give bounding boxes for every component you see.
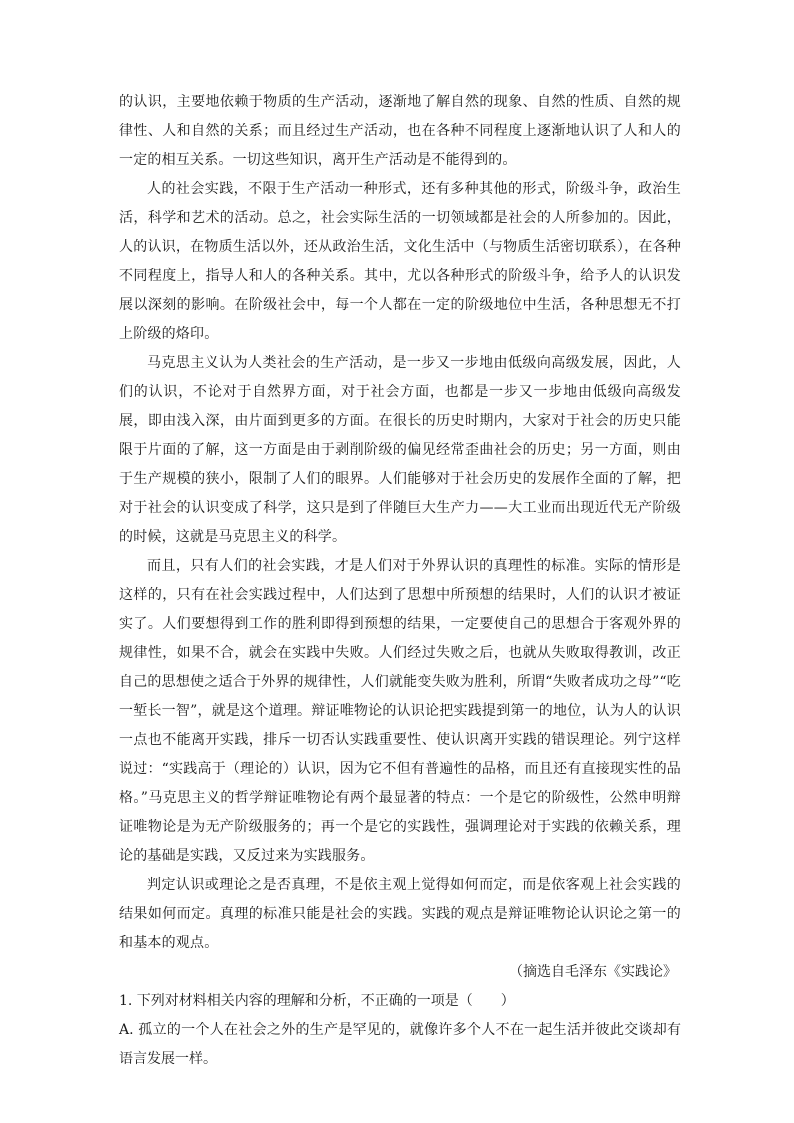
paragraph-4: 而且，只有人们的社会实践，才是人们对于外界认识的真理性的标准。实际的情形是这样的，只有在社会实践过程中，人们达到了思想中所预想的结果时，人们的认识才被证实了。人们要想得到工作的胜利即得到预想的结果，一定要使自己的思想合于客观外界的规律性，如果不合，就会在实践中失败。人们经过失败之后，也就从失败取得教训，改正自己的思想使之适合于外界的规律性，人们就能变失败为胜利，所谓“失败者成功之母”“吃一堑长一智”，就是这个道理。辩证唯物论的认识论把实践提到第一的地位，认为人的认识一点也不能离开实践，排斥一切否认实践重要性、使认识离开实践的错误理论。列宁这样说过：“实践高于（理论的）认识，因为它不但有普遍性的品格，而且还有直接现实性的品格。”马克思主义的哲学辩证唯物论有两个最显著的特点：一个是它的阶级性，公然申明辩证唯物论是为无产阶级服务的；再一个是它的实践性，强调理论对于实践的依赖关系，理论的基础是实践，又反过来为实践服务。	[119, 558, 681, 864]
question-stem: 1. 下列对材料相关内容的理解和分析，不正确的一项是（ ）	[119, 993, 515, 1009]
paragraph-3: 马克思主义认为人类社会的生产活动，是一步又一步地由低级向高级发展，因此，人们的认识，不论对于自然界方面，对于社会方面，也都是一步又一步地由低级向高级发展，即由浅入深，由片面到更多的方面。在很长的历史时期内，大家对于社会的历史只能限于片面的了解，这一方面是由于剥削阶级的偏见经常歪曲社会的历史；另一方面，则由于生产规模的狭小，限制了人们的眼界。人们能够对于社会历史的发展作全面的了解，把对于社会的认识变成了科学，这只是到了伴随巨大生产力——大工业而出现近代无产阶级的时候，这就是马克思主义的科学。	[119, 355, 681, 545]
source-citation: （摘选自毛泽东《实践论》	[509, 964, 677, 980]
question-option-a: A. 孤立的一个人在社会之外的生产是罕见的，就像许多个人不在一起生活并彼此交谈却有语言发展一样。	[119, 1022, 681, 1067]
document-page	[119, 88, 681, 1074]
paragraph-1: 的认识，主要地依赖于物质的生产活动，逐渐地了解自然的现象、自然的性质、自然的规律性、人和自然的关系；而且经过生产活动，也在各种不同程度上逐渐地认识了人和人的一定的相互关系。一切这些知识，离开生产活动是不能得到的。	[119, 94, 681, 168]
paragraph-2: 人的社会实践，不限于生产活动一种形式，还有多种其他的形式，阶级斗争，政治生活，科学和艺术的活动。总之，社会实际生活的一切领域都是社会的人所参加的。因此，人的认识，在物质生活以外，还从政治生活，文化生活中（与物质生活密切联系），在各种不同程度上，指导人和人的各种关系。其中，尤以各种形式的阶级斗争，给予人的认识发展以深刻的影响。在阶级社会中，每一个人都在一定的阶级地位中生活，各种思想无不打上阶级的烙印。	[119, 181, 681, 342]
paragraph-5: 判定认识或理论之是否真理，不是依主观上觉得如何而定，而是依客观上社会实践的结果如何而定。真理的标准只能是社会的实践。实践的观点是辩证唯物论认识论之第一的和基本的观点。	[119, 877, 681, 951]
